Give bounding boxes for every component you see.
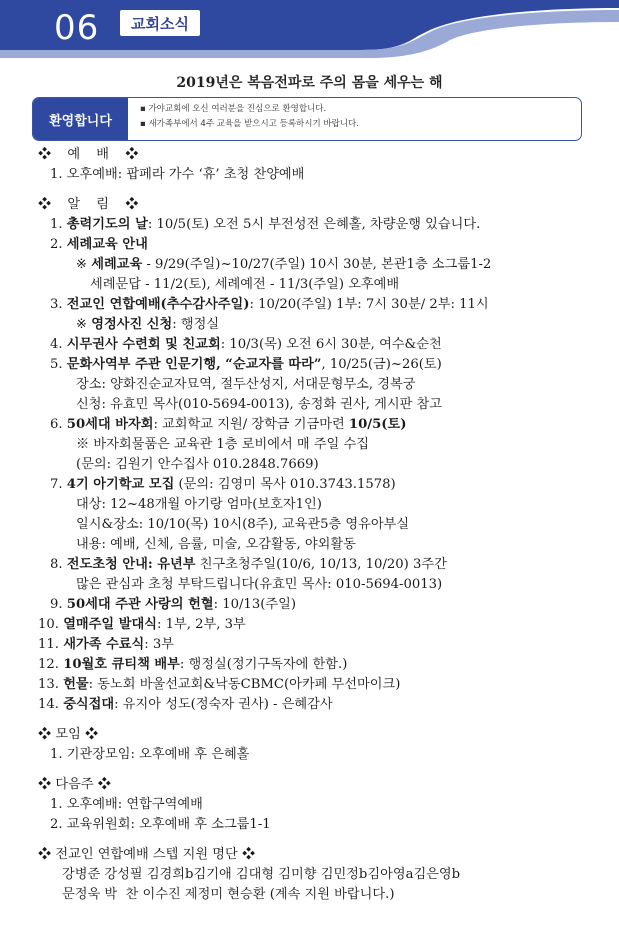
staff-names-line: 강병준 강성필 김경희b김기애 김대형 김미향 김민정b김아영a김은영b bbox=[62, 867, 461, 882]
welcome-lines bbox=[128, 98, 359, 140]
list-item: 12. 10월호 큐티책 배부: 행정실(정기구독자에 한함.) bbox=[38, 657, 348, 672]
list-item: 1. 오후예배: 연합구역예배 bbox=[50, 797, 203, 812]
section-title: 교회소식 bbox=[120, 10, 200, 36]
list-item: 1. 기관장모임: 오후예배 후 은혜홀 bbox=[50, 747, 250, 762]
list-subitem: 내용: 예배, 신체, 음률, 미술, 오감활동, 야외활동 bbox=[76, 537, 356, 552]
news-content bbox=[38, 145, 608, 905]
nextweek-heading: ❖ 다음주 ❖ bbox=[38, 777, 111, 792]
welcome-line: ▪ 새가족부에서 4주 교육을 받으시고 등록하시기 바랍니다. bbox=[140, 119, 359, 129]
list-item: 2. 교육위원회: 오후예배 후 소그룹1-1 bbox=[50, 817, 271, 832]
notices-heading: ❖ 알 림 ❖ bbox=[38, 197, 145, 212]
staff-heading: ❖ 전교인 연합예배 스텝 지원 명단 ❖ bbox=[38, 847, 256, 862]
list-item: 9. 50세대 주관 사랑의 헌혈: 10/13(주일) bbox=[50, 597, 296, 612]
list-item: 5. 문화사역부 주관 인문기행, “순교자를 따라”, 10/25(금)~26(토) bbox=[50, 357, 442, 372]
staff-names-line: 문정욱 박 찬 이수진 제정미 현승환 (계속 지원 바랍니다.) bbox=[62, 887, 395, 902]
yearly-motto: 2019년은 복음전파로 주의 몸을 세우는 해 bbox=[176, 75, 443, 91]
list-item: 10. 열매주일 발대식: 1부, 2부, 3부 bbox=[38, 617, 246, 632]
list-subitem: 신청: 유효민 목사(010-5694-0013), 송정화 권사, 게시판 참고 bbox=[76, 397, 443, 412]
welcome-line: ▪ 가야교회에 오신 여러분을 진심으로 환영합니다. bbox=[140, 104, 327, 114]
section-header bbox=[0, 0, 619, 58]
list-subitem: (문의: 김원기 안수집사 010.2848.7669) bbox=[76, 457, 319, 472]
list-subitem: 대상: 12~48개월 아기랑 엄마(보호자1인) bbox=[76, 497, 322, 512]
list-item: 14. 중식접대: 유지아 성도(정숙자 권사) - 은혜감사 bbox=[38, 697, 333, 712]
list-item: 1. 총력기도의 날: 10/5(토) 오전 5시 부전성전 은혜홀, 차량운행 있습니다. bbox=[50, 217, 481, 232]
welcome-label: 환영합니다 bbox=[33, 98, 128, 140]
meeting-heading: ❖ 모임 ❖ bbox=[38, 727, 99, 742]
list-item: 6. 50세대 바자회: 교회학교 지원/ 장학금 기금마련 10/5(토) bbox=[50, 417, 407, 432]
list-item: 7. 4기 아기학교 모집 (문의: 김영미 목사 010.3743.1578) bbox=[50, 477, 396, 492]
list-subitem: 세례문답 - 11/2(토), 세례예전 - 11/3(주일) 오후예배 bbox=[90, 277, 400, 292]
list-item: 3. 전교인 연합예배(추수감사주일): 10/20(주일) 1부: 7시 30분/ 2부: 11시 bbox=[50, 297, 489, 312]
list-subitem: ※ 영정사진 신청: 행정실 bbox=[76, 317, 220, 332]
list-item: 11. 새가족 수료식: 3부 bbox=[38, 637, 174, 652]
worship-heading: ❖ 예 배 ❖ bbox=[38, 147, 145, 162]
welcome-box bbox=[32, 97, 582, 141]
list-item: 13. 헌물: 동노회 바울선교회&낙동CBMC(아카페 무선마이크) bbox=[38, 677, 401, 692]
list-subitem: 일시&장소: 10/10(목) 10시(8주), 교육관5층 영유아부실 bbox=[76, 517, 410, 532]
list-item: 4. 시무권사 수련회 및 친교회: 10/3(목) 오전 6시 30분, 여수&순천 bbox=[50, 337, 442, 352]
list-subitem: 장소: 양화진순교자묘역, 절두산성지, 서대문형무소, 경복궁 bbox=[76, 377, 416, 392]
list-item: 2. 세례교육 안내 bbox=[50, 237, 148, 252]
list-subitem: 많은 관심과 초청 부탁드립니다(유효민 목사: 010-5694-0013) bbox=[76, 577, 443, 592]
list-item: 8. 전도초청 안내: 유년부 친구초청주일(10/6, 10/13, 10/20) 3주간 bbox=[50, 557, 447, 572]
section-number: 06 bbox=[54, 8, 100, 48]
list-item: 1. 오후예배: 팝페라 가수 ‘휴’ 초청 찬양예배 bbox=[50, 167, 305, 182]
list-subitem: ※ 세례교육 - 9/29(주일)~10/27(주일) 10시 30분, 본관1층 소그룹1-2 bbox=[76, 257, 492, 272]
list-subitem: ※ 바자회물품은 교육관 1층 로비에서 매 주일 수집 bbox=[76, 437, 369, 452]
